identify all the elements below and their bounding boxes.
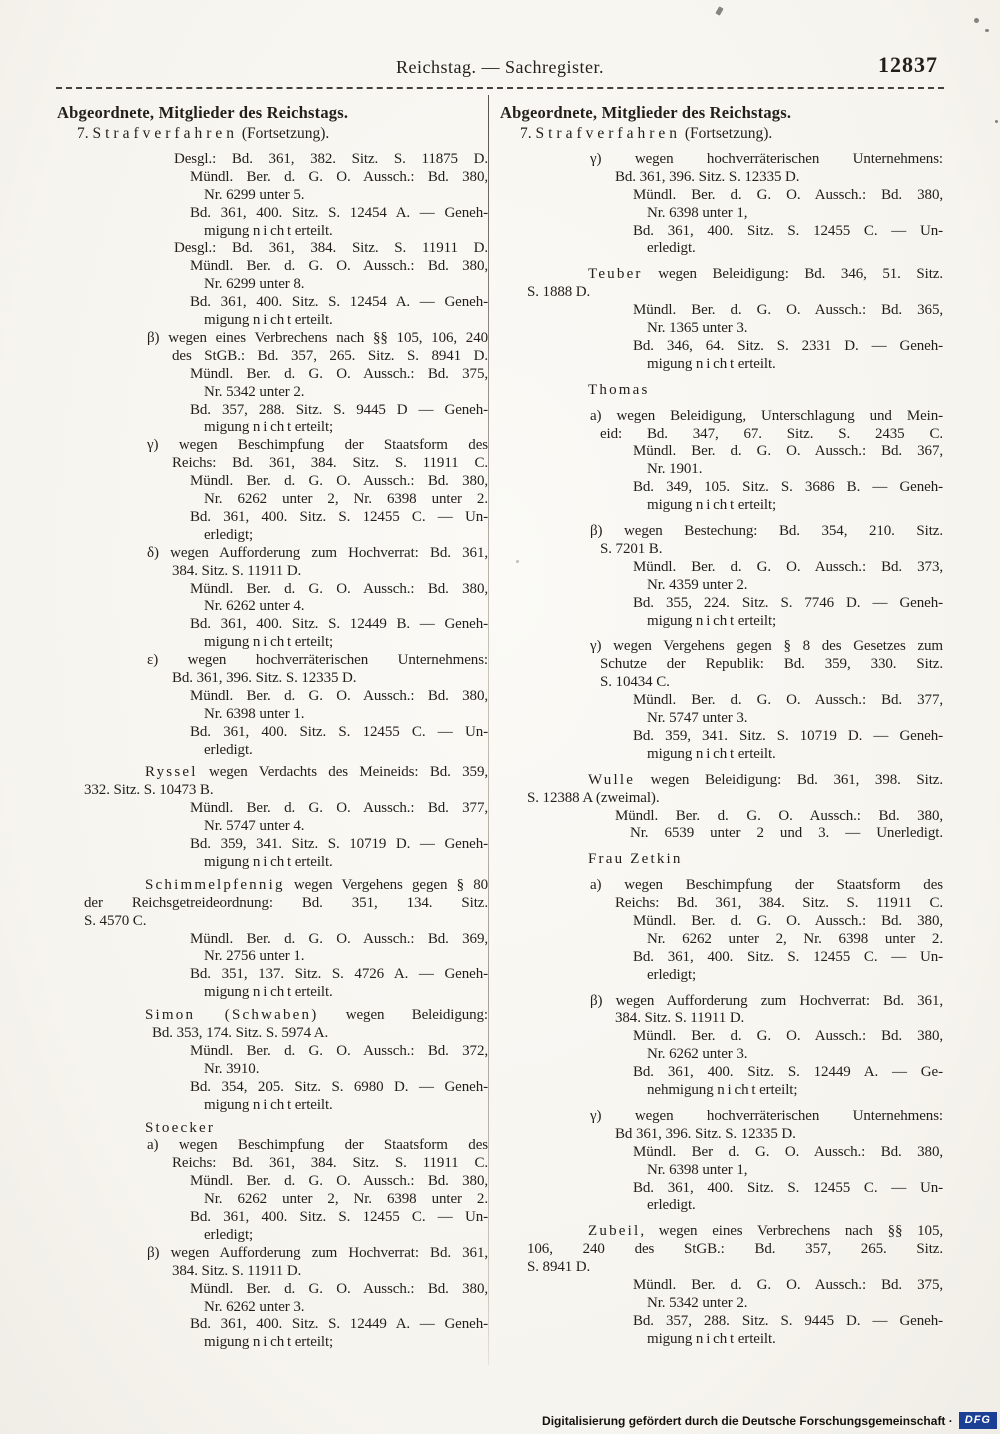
index-line: β) wegen Aufforderung zum Hochverrat: Bd. 361, [147,1244,488,1261]
index-line: Nr. 3910. [204,1060,260,1077]
column-heading: Abgeordnete, Mitglieder des Reichstags. [57,103,349,122]
index-line: Nr. 6262 unter 3. [204,1298,305,1315]
index-line: Bd. 361, 400. Sitz. S. 12449 B. — Geneh- [190,616,488,633]
index-line: Bd. 361, 400. Sitz. S. 12455 C. — Un- [633,1179,943,1196]
index-line: Schimmelpfennig wegen Vergehens gegen § 80 [145,876,488,893]
index-line: a) wegen Beschimpfung der Staatsform des [147,1137,488,1154]
column-left [57,95,488,1365]
page-number: 12837 [878,52,938,77]
index-line: γ) wegen hochverräterischen Unternehmens: [590,151,943,167]
index-line: Bd. 359, 341. Sitz. S. 10719 D. — Geneh- [633,727,943,744]
index-line: Nr. 4359 unter 2. [647,576,748,593]
entry-name: Simon (Schwaben) [145,1007,319,1024]
index-line: S. 7201 B. [600,540,663,557]
index-line: Nr. 6398 unter 1, [647,1161,748,1178]
digitization-credit: Digitalisierung gefördert durch die Deutsche Forschungsgemeinschaft · [542,1413,953,1428]
index-line: γ) wegen hochverräterischen Unternehmens: [590,1107,943,1124]
index-line: Mündl. Ber. d. G. O. Aussch.: Bd. 380, [633,913,943,929]
index-line: Nr. 6262 unter 3. [647,1046,748,1063]
index-line: 384. Sitz. S. 11911 D. [172,1262,302,1279]
index-line: δ) wegen Aufforderung zum Hochverrat: Bd. 361, [147,544,488,561]
column-right [489,95,943,1365]
index-line: Bd. 361, 400. Sitz. S. 12449 A. — Geneh- [190,1316,488,1333]
index-line: Ryssel wegen Verdachts des Meineids: Bd. 359, [145,764,488,781]
columns-container [57,95,943,1365]
index-line: Nr. 5342 unter 2. [647,1294,748,1311]
index-line: Nr. 5342 unter 2. [204,383,305,400]
dfg-logo: DFG [959,1412,997,1429]
index-line: Wulle wegen Beleidigung: Bd. 361, 398. Sitz. [588,771,943,788]
index-line: Bd. 361, 400. Sitz. S. 12455 C. — Un- [190,723,488,740]
index-line: Bd. 353, 174. Sitz. S. 5974 A. [152,1025,329,1042]
index-line: Mündl. Ber. d. G. O. Aussch.: Bd. 372, [190,1042,488,1059]
index-line: Mündl. Ber. d. G. O. Aussch.: Bd. 380, [190,687,488,704]
index-line: Bd. 361, 400. Sitz. S. 12454 A. — Geneh- [190,294,488,311]
index-line: Reichs: Bd. 361, 384. Sitz. S. 11911 C. [615,895,943,912]
index-line: Mündl. Ber. d. G. O. Aussch.: Bd. 375, [190,365,488,382]
index-line: Mündl. Ber. d. G. O. Aussch.: Bd. 380, [190,168,488,185]
subheading-spaced-word: Strafverfahren [535,125,682,142]
index-line: Mündl. Ber. d. G. O. Aussch.: Bd. 369, [190,930,488,947]
entry-name: Wulle [588,771,636,788]
index-line: S. 4570 C. [84,912,147,929]
scan-artifact [715,6,723,15]
index-line: Simon (Schwaben) wegen Beleidigung: [145,1007,488,1024]
subheading-rest: (Fortsetzung). [684,125,773,142]
index-line: Mündl. Ber. d. G. O. Aussch.: Bd. 367, [633,443,943,460]
index-line: Reichs: Bd. 361, 384. Sitz. S. 11911 C. [172,455,488,472]
index-line: migung n i ch t erteilt. [647,745,776,762]
entry-name: Schimmelpfennig [145,876,285,893]
index-line: Mündl. Ber. d. G. O. Aussch.: Bd. 380, [190,258,488,275]
index-line [500,382,943,400]
index-line: Bd. 361, 400. Sitz. S. 12449 A. — Ge- [633,1064,943,1081]
index-line: Bd. 349, 105. Sitz. S. 3686 B. — Geneh- [633,479,943,496]
index-line: migung n i ch t erteilt. [647,355,776,372]
index-line: 384. Sitz. S. 11911 D. [615,1010,745,1027]
scan-artifact [516,560,519,563]
index-line: Nr. 6262 unter 2, Nr. 6398 unter 2. [647,930,943,947]
index-line: γ) wegen Beschimpfung der Staatsform des [147,437,488,454]
index-line: Mündl. Ber. d. G. O. Aussch.: Bd. 373, [633,558,943,575]
index-line: a) wegen Beschimpfung der Staatsform des [590,877,943,894]
index-line: S. 1888 D. [527,284,591,301]
index-line: Mündl. Ber. d. G. O. Aussch.: Bd. 380, [633,186,943,203]
index-line [57,1120,488,1138]
index-line: S. 8941 D. [527,1259,591,1276]
index-line: migung n i ch t erteilt. [204,222,333,239]
index-line: migung n i ch t erteilt. [204,312,333,329]
index-line: Mündl. Ber. d. G. O. Aussch.: Bd. 380, [190,473,488,490]
index-line: β) wegen eines Verbrechens nach §§ 105, 106, 240 [147,329,488,346]
index-line: erledigt; [204,526,254,543]
index-line: Bd. 346, 64. Sitz. S. 2331 D. — Geneh- [633,337,943,354]
index-line: a) wegen Beleidigung, Unterschlagung und Mein- [590,407,943,424]
index-line: Desgl.: Bd. 361, 382. Sitz. S. 11875 D. [174,151,488,167]
index-line: Bd. 351, 137. Sitz. S. 4726 A. — Geneh- [190,966,488,983]
index-line: Mündl. Ber. d. G. O. Aussch.: Bd. 377, [633,692,943,709]
index-line: Mündl. Ber. d. G. O. Aussch.: Bd. 380, [190,1173,488,1190]
index-line: Nr. 6398 unter 1. [204,705,305,722]
index-line: nehmigung n i ch t erteilt; [647,1082,798,1099]
index-line: Nr. 6539 unter 2 und 3. — Unerledigt. [630,825,943,842]
index-line: Nr. 5747 unter 3. [647,710,748,727]
entry-name: Zubeil [588,1223,641,1240]
index-line: S. 12388 A (zweimal). [527,789,660,806]
index-line: Bd. 357, 288. Sitz. S. 9445 D. — Geneh- [633,1312,943,1329]
index-line: Mündl. Ber. d. G. O. Aussch.: Bd. 380, [190,580,488,597]
index-line: Nr. 6262 unter 2, Nr. 6398 unter 2. [204,1191,488,1208]
index-line: Bd. 361, 400. Sitz. S. 12455 C. — Un- [190,508,488,525]
index-lines-left [57,151,488,1352]
subheading-number: 7. [77,125,89,142]
entry-name: Teuber [588,266,643,283]
index-line: erledigt. [647,1197,696,1214]
index-line: Desgl.: Bd. 361, 384. Sitz. S. 11911 D. [174,240,488,257]
page-title: Reichstag. — Sachregister. [396,57,604,77]
index-line [500,851,943,869]
index-line: Schutze der Republik: Bd. 359, 330. Sitz. [600,656,943,673]
index-line: Nr. 1901. [647,461,703,478]
index-line: Nr. 6299 unter 8. [204,276,305,293]
index-line: migung n i ch t erteilt; [204,1334,334,1351]
index-line: Nr. 6262 unter 2, Nr. 6398 unter 2. [204,491,488,508]
index-line: Zubeil, wegen eines Verbrechens nach §§ 105, [588,1223,943,1240]
index-line: Bd. 355, 224. Sitz. S. 7746 D. — Geneh- [633,594,943,611]
index-line: migung n i ch t erteilt. [647,1330,776,1347]
index-line: Bd. 361, 400. Sitz. S. 12454 A. — Geneh- [190,204,488,221]
subheading-spaced-word: Strafverfahren [92,125,239,142]
index-line: Bd. 354, 205. Sitz. S. 6980 D. — Geneh- [190,1078,488,1095]
index-line: 106, 240 des StGB.: Bd. 357, 265. Sitz. [527,1241,943,1258]
index-line: erledigt; [204,1226,254,1243]
index-line: Bd. 361, 400. Sitz. S. 12455 C. — Un- [633,222,943,239]
index-line: des StGB.: Bd. 357, 265. Sitz. S. 8941 D. [172,347,488,364]
index-line: Nr. 2756 unter 1. [204,948,305,965]
index-line: der Reichsgetreideordnung: Bd. 351, 134. Sitz. [84,894,488,911]
subheading-rest: (Fortsetzung). [241,125,330,142]
index-line: Bd 361, 396. Sitz. S. 12335 D. [615,1125,796,1142]
index-line: migung n i ch t erteilt; [204,634,334,651]
index-line: Bd. 361, 396. Sitz. S. 12335 D. [172,669,357,686]
index-line: Reichs: Bd. 361, 384. Sitz. S. 11911 C. [172,1155,488,1172]
entry-name: Ryssel [145,764,198,781]
index-line: migung n i ch t erteilt; [204,419,334,436]
column-subheading [57,124,488,143]
index-line: S. 10434 C. [600,674,670,691]
index-line: erledigt. [204,741,253,758]
index-line: erledigt; [647,966,697,983]
index-line: Nr. 6262 unter 4. [204,598,305,615]
header-rule [56,87,944,89]
subheading-number: 7. [520,125,532,142]
index-line: Nr. 6299 unter 5. [204,186,305,203]
index-line: γ) wegen Vergehens gegen § 8 des Gesetzes zum [590,638,943,655]
entry-name: Stoecker [145,1119,216,1136]
index-line: Mündl. Ber d. G. O. Aussch.: Bd. 380, [633,1143,943,1160]
index-lines-right [500,151,943,1349]
index-line: Mündl. Ber. d. G. O. Aussch.: Bd. 377, [190,800,488,817]
index-line: eid: Bd. 347, 67. Sitz. S. 2435 C. [600,425,943,442]
index-line: Mündl. Ber. d. G. O. Aussch.: Bd. 380, [615,807,943,824]
index-line: Teuber wegen Beleidigung: Bd. 346, 51. Sitz. [588,266,943,283]
index-line: migung n i ch t erteilt; [647,612,777,629]
entry-name: Thomas [588,381,650,398]
index-line: Bd. 361, 396. Sitz. S. 12335 D. [615,168,800,185]
index-line: Bd. 361, 400. Sitz. S. 12455 C. — Un- [190,1209,488,1226]
index-line: Nr. 1365 unter 3. [647,320,748,337]
scan-artifact [995,120,998,123]
index-line: 332. Sitz. S. 10473 B. [84,782,214,799]
index-line: migung n i ch t erteilt. [204,853,333,870]
index-line: Bd. 359, 341. Sitz. S. 10719 D. — Geneh- [190,836,488,853]
index-line: migung n i ch t erteilt. [204,1096,333,1113]
index-line: migung n i ch t erteilt. [204,984,333,1001]
index-line: Mündl. Ber. d. G. O. Aussch.: Bd. 375, [633,1277,943,1294]
index-line: erledigt. [647,240,696,257]
index-line: β) wegen Bestechung: Bd. 354, 210. Sitz. [590,523,943,540]
index-line: Nr. 5747 unter 4. [204,818,305,835]
index-line: Bd. 357, 288. Sitz. S. 9445 D — Geneh- [190,401,488,418]
entry-name: Frau Zetkin [588,851,683,868]
index-line: Bd. 361, 400. Sitz. S. 12455 C. — Un- [633,948,943,965]
scan-artifact [974,18,979,23]
column-heading: Abgeordnete, Mitglieder des Reichstags. [500,103,792,122]
index-line: Mündl. Ber. d. G. O. Aussch.: Bd. 380, [190,1280,488,1297]
index-line: ε) wegen hochverräterischen Unternehmens: [147,652,488,669]
column-subheading [500,124,943,143]
index-line: Mündl. Ber. d. G. O. Aussch.: Bd. 380, [633,1028,943,1045]
index-line: 384. Sitz. S. 11911 D. [172,562,302,579]
index-line: β) wegen Aufforderung zum Hochverrat: Bd. 361, [590,992,943,1009]
index-line: Mündl. Ber. d. G. O. Aussch.: Bd. 365, [633,302,943,319]
footer-credit-bar [542,1412,997,1429]
scan-artifact [985,29,989,32]
index-line: migung n i ch t erteilt; [647,497,777,514]
index-line: Nr. 6398 unter 1, [647,204,748,221]
